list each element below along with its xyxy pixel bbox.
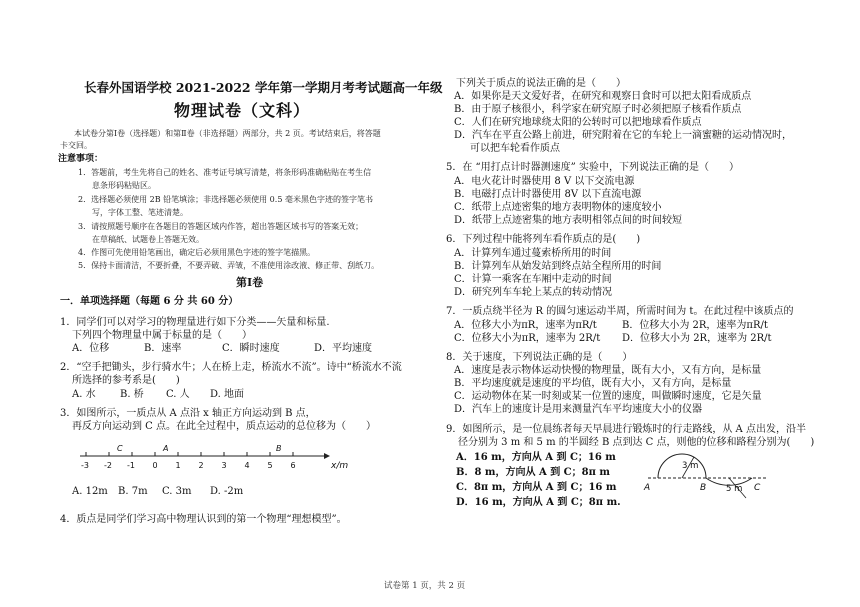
- q1-option-c: C．瞬时速度: [222, 343, 280, 354]
- q8-option-c: C．运动物体在某一时刻或某一位置的速度，叫做瞬时速度，它是矢量: [454, 391, 762, 402]
- number-line-diagram: [80, 440, 380, 474]
- intro-line-2: 卡交回。: [60, 141, 92, 150]
- q1-option-d: D．平均速度: [314, 343, 373, 354]
- note-line: 2．选择题必须使用 2B 铅笔填涂；非选择题必须使用 0.5 毫米黑色字迹的签字笔书: [78, 195, 373, 204]
- q3-option-a: A. 12m: [72, 486, 108, 497]
- label-c: C: [754, 483, 761, 493]
- semicircle-path-diagram: [642, 448, 772, 514]
- q6-option-d: D．研究列车车轮上某点的转动情况: [454, 287, 613, 298]
- question-5: 5．在 “用打点计时器测速度” 实验中，下列说法正确的是（ ）: [446, 162, 739, 173]
- axis-tick-label: 3: [221, 461, 227, 470]
- section-label: 一．单项选择题（每题 6 分 共 60 分）: [60, 296, 239, 307]
- q9-option-d: D．16 m，方向从 A 到 C；8π m.: [456, 497, 621, 508]
- paper-title: 物理试卷（文科）: [174, 101, 311, 120]
- q7-option-d: D．位移大小为 2R，速率为 2R/t: [622, 333, 772, 344]
- q9-option-c: C．8π m，方向从 A 到 C；16 m: [456, 482, 617, 493]
- axis-tick-label: 2: [198, 461, 204, 470]
- q1-option-a: A．位移: [72, 343, 110, 354]
- q2-option-d: D. 地面: [210, 389, 245, 400]
- q6-option-c: C．计算一乘客在车厢中走动的时间: [454, 274, 612, 285]
- q4-option-b: B．由于原子核很小，科学家在研究原子时必须把原子核看作质点: [454, 104, 742, 115]
- q8-option-b: B．平均速度就是速度的平均值，既有大小，又有方向，是标量: [454, 378, 732, 389]
- axis-tick-label: 1: [175, 461, 181, 470]
- note-line: 在草稿纸、试题卷上答题无效。: [92, 235, 204, 244]
- axis-tick-label: -3: [81, 461, 89, 470]
- axis-tick-label: 6: [290, 461, 296, 470]
- note-line: 4．作图可先使用铅笔画出，确定后必须用黑色字迹的签字笔描黑。: [78, 248, 316, 257]
- question-1: 1．同学们可以对学习的物理量进行如下分类——矢量和标量.: [60, 317, 330, 328]
- q6-option-b: B．计算列车从始发站到终点站全程所用的时间: [454, 261, 662, 272]
- question-9: 9．如图所示，是一位晨练者每天早晨进行锻炼时的行走路线，从 A 点出发，沿半: [446, 424, 806, 435]
- intro-line-1: 本试卷分第Ⅰ卷（选择题）和第Ⅱ卷（非选择题）两部分，共 2 页。考试结束后，将答题: [74, 129, 381, 138]
- question-3: 3．如图所示，一质点从 A 点沿 x 轴正方向运动到 B 点，: [60, 408, 316, 419]
- axis-tick-label: 0: [152, 461, 158, 470]
- axis-tick-label: -2: [104, 461, 112, 470]
- axis-tick-label: -1: [127, 461, 135, 470]
- q2-option-a: A. 水: [72, 389, 96, 400]
- label-a: A: [644, 483, 651, 493]
- q5-option-b: B．电磁打点计时器使用 8V 以下直流电源: [454, 189, 642, 200]
- question-6: 6．下列过程中能将列车看作质点的是( ): [446, 234, 641, 245]
- radius-5m-label: 5 m: [726, 484, 743, 494]
- q2-option-b: B. 桥: [120, 389, 144, 400]
- question-1-line2: 下列四个物理量中属于标量的是（ ）: [72, 330, 252, 341]
- question-7: 7．一质点绕半径为 R 的圆匀速运动半周，所需时间为 t。在此过程中该质点的: [446, 306, 794, 317]
- question-8: 8．关于速度，下列说法正确的是（ ）: [446, 352, 633, 363]
- q5-option-c: C．纸带上点迹密集的地方表明物体的速度较小: [454, 202, 662, 213]
- axis-tick-label: 5: [267, 461, 273, 470]
- point-label-c: C: [117, 444, 123, 453]
- q4-option-d: D．汽车在平直公路上前进，研究附着在它的车轮上一滴蜜糖的运动情况时，: [454, 130, 793, 141]
- q7-option-a: A．位移大小为πR，速率为πR/t: [454, 320, 597, 331]
- question-4-cont: 下列关于质点的说法正确的是（ ）: [456, 78, 626, 89]
- q8-option-a: A．速度是表示物体运动快慢的物理量，既有大小，又有方向，是标量: [454, 365, 762, 376]
- question-2-line2: 所选择的参考系是( ): [72, 375, 180, 386]
- q5-option-a: A．电火花计时器使用 8 V 以下交流电源: [454, 176, 635, 187]
- note-line: 写，字体工整、笔迹清楚。: [92, 208, 188, 217]
- q1-option-b: B．速率: [144, 343, 182, 354]
- q6-option-a: A．计算列车通过蔓索桥所用的时间: [454, 248, 612, 259]
- note-line: 息条形码粘贴区。: [92, 181, 156, 190]
- question-9-line2: 径分别为 3 m 和 5 m 的半圆经 B 点到达 C 点，则他的位移和路程分别为( ): [458, 437, 815, 448]
- question-4: 4．质点是同学们学习高中物理认识到的第一个物理“理想模型”。: [60, 514, 347, 525]
- point-label-b: B: [276, 444, 282, 453]
- question-2: 2．“空手把锄头，步行骑水牛；人在桥上走，桥流水不流”。诗中“桥流水不流: [60, 362, 402, 373]
- q4-option-a: A．如果你是天文爱好者，在研究和观察日食时可以把太阳看成质点: [454, 91, 752, 102]
- q9-option-b: B．8 m，方向从 A 到 C；8π m: [456, 467, 610, 478]
- point-label-a: A: [163, 444, 169, 453]
- page-footer: 试卷第 1 页，共 2 页: [384, 581, 466, 591]
- q7-option-b: B．位移大小为 2R，速率为πR/t: [622, 320, 768, 331]
- question-3-line2: 再反方向运动到 C 点。在此全过程中，质点运动的总位移为（ ）: [72, 421, 377, 432]
- note-line: 5．保持卡面清洁，不要折叠，不要弄破、弄皱，不准使用涂改液、修正带、刮纸刀。: [78, 261, 380, 270]
- q3-option-c: C. 3m: [162, 486, 192, 497]
- volume-label: 第Ⅰ卷: [236, 276, 264, 289]
- radius-3m-label: 3 m: [682, 461, 699, 471]
- q3-option-d: D. -2m: [210, 486, 244, 497]
- note-line: 3．请按照题号顺序在各题目的答题区域内作答，超出答题区域书写的答案无效；: [78, 222, 364, 231]
- q3-option-b: B. 7m: [118, 486, 148, 497]
- q4-option-d-line2: 可以把车轮看作质点: [470, 143, 560, 154]
- q7-option-c: C．位移大小为πR，速率为 2R/t: [454, 333, 601, 344]
- q9-option-a: A．16 m，方向从 A 到 C；16 m: [456, 452, 616, 463]
- note-line: 1．答题前，考生先将自己的姓名、准考证号填写清楚，将条形码准确粘贴在考生信: [78, 168, 372, 177]
- label-b: B: [700, 483, 707, 493]
- notes-title: 注意事项：: [58, 154, 104, 164]
- q4-option-c: C．人们在研究地球绕太阳的公转时可以把地球看作质点: [454, 117, 702, 128]
- axis-tick-label: 4: [244, 461, 250, 470]
- q8-option-d: D．汽车上的速度计是用来测量汽车平均速度大小的仪器: [454, 404, 703, 415]
- q5-option-d: D．纸带上点迹密集的地方表明相邻点间的时间较短: [454, 215, 683, 226]
- school-title: 长春外国语学校 2021-2022 学年第一学期月考考试题高一年级: [84, 80, 443, 95]
- q2-option-c: C. 人: [166, 389, 190, 400]
- axis-unit-label: x/m: [331, 461, 349, 471]
